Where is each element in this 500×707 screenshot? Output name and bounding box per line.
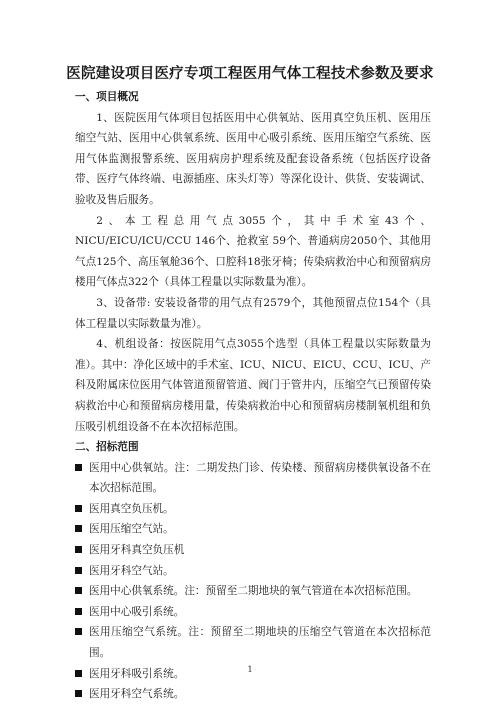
scope-list-item: 医用牙科真空负压机 [75, 540, 431, 561]
square-bullet-icon [75, 690, 82, 697]
overview-paragraph: 2、本工程总用气点3055个，其中手术室43个、NICU/EICU/ICU/CCU 146个、抢救室 59个、普通病房2050个、其他用气点125个、高压氧舱36个、口腔科18张牙椅；传染病救治中心和预留病房楼用气体点322个（具体工程量以实际数量为准）。 [75, 214, 431, 289]
document-body [75, 87, 431, 705]
square-bullet-icon [75, 525, 82, 532]
section-heading-overview: 一、项目概况 [75, 91, 139, 103]
overview-paragraph: 3、设备带: 安装设备带的用气点有2579个，其他预留点位154个（具体工程量以实际数量为准）。 [75, 296, 431, 330]
scope-list-item: 医用压缩空气站。 [75, 519, 431, 540]
square-bullet-icon [75, 505, 82, 512]
square-bullet-icon [75, 567, 82, 574]
page-number: 1 [247, 665, 253, 674]
square-bullet-icon [75, 464, 82, 471]
square-bullet-icon [75, 608, 82, 615]
scope-list-item: 医用真空负压机。 [75, 499, 431, 520]
scope-list-item: 医用牙科空气站。 [75, 561, 431, 582]
scope-list-item: 医用牙科空气系统。 [75, 684, 431, 705]
square-bullet-icon [75, 628, 82, 635]
scope-list-item: 医用中心吸引系统。 [75, 602, 431, 623]
overview-paragraph: 4、机组设备：按医院用气点3055个选型（具体工程量以实际数量为准）。其中：净化区域中的手术室、ICU、NICU、EICU、CCU、ICU、产科及附属床位医用气体管道预留管道、阀门于管井内，压缩空气已预留传染病救治中心和预留病房楼用量，传染病救治中心和预留病房楼制氧机组和负压吸引机组设备不在本次招标范围。 [75, 338, 431, 433]
square-bullet-icon [75, 587, 82, 594]
scope-list-item: 医用中心供氧站。注：二期发热门诊、传染楼、预留病房楼供氧设备不在本次招标范围。 [75, 458, 431, 499]
section-heading-scope: 二、招标范围 [75, 441, 139, 454]
document-title: 医院建设项目医疗专项工程医用气体工程技术参数及要求 [66, 65, 434, 82]
scope-list-item: 医用中心供氧系统。注：预留至二期地块的氧气管道在本次招标范围。 [75, 581, 431, 602]
overview-paragraph: 1、医院医用气体项目包括医用中心供氧站、医用真空负压机、医用压缩空气站、医用中心供氧系统、医用中心吸引系统、医用压缩空气系统、医用气体监测报警系统、医用病房护理系统及配套设备系统（包括医疗设备带、医疗气体终端、电源插座、床头灯等）等深化设计、供货、安装调试、验收及售后服务。 [75, 111, 431, 206]
scope-list-item: 医用牙科吸引系统。 [75, 664, 431, 685]
scope-list-item: 医用压缩空气系统。注：预留至二期地块的压缩空气管道在本次招标范围。 [75, 622, 431, 663]
square-bullet-icon [75, 546, 82, 553]
